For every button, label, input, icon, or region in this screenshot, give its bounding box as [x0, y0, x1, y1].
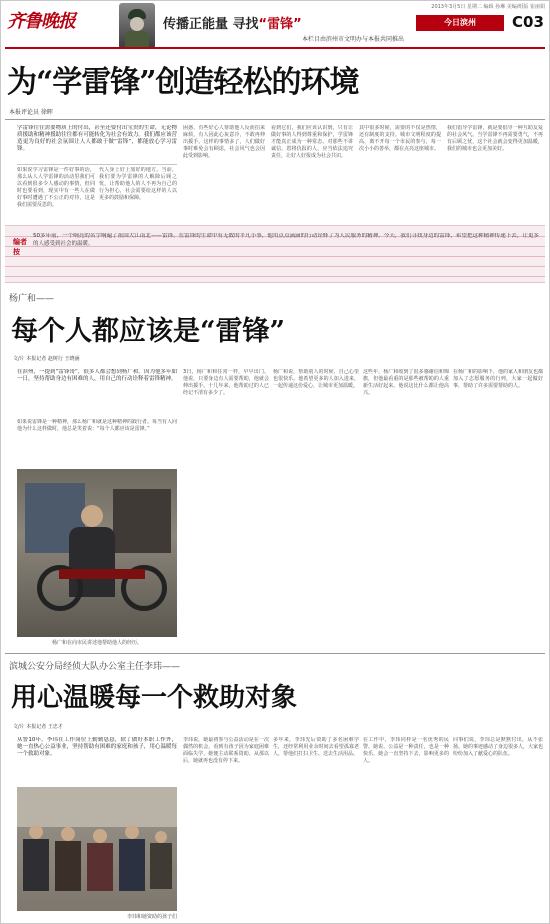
masthead-rule: [5, 47, 545, 49]
page-number: C03: [512, 13, 544, 31]
story1-column-2: 3日，杨广和和往常一样，早早出门。他说，只要身边有人需要帮助，他就会伸出援手。十几年来，他帮助过的人已经记不清有多少了。: [183, 369, 269, 396]
lead-column-4: 看到它们，我们应该认识到，只有让做好事的人得到尊重和保护，学雷锋才能真正成为一种常态。对那些不讲诚信、恩将仇报的人，应当依法追究责任，让好人好报成为社会共识。: [271, 125, 353, 159]
banner-title-prefix: 传播正能量 寻找: [163, 17, 259, 32]
editor-note-text: 50多年前，一个响亮的名字响遍了祖国大江南北——雷锋。在雷锋的生命中有无数的平凡小事，他用点点滴滴的行动诠释了为人民服务的精神。今天，我们寻找身边的雷锋，希望把这种精神传递下去，让更多的人感受到社会的温暖。: [33, 233, 539, 247]
story1-intro: 在滨州，一提到“雷锋哥”，很多人都会想到杨广和。因为他多年如一日，坚持帮助身边有困难的人，用自己的行动诠释着雷锋精神。: [17, 369, 177, 382]
lead-column-3: 困惑，有些好心人帮助他人反而招来麻烦，有人因此心灰意冷，不敢再伸出援手。这样的事情多了，人们做好事时难免会有顾虑，社会风气也会因此受到影响。: [183, 125, 265, 159]
lead-column-5: 其中很多时候，需要的不仅是热情，还有制度的支持。城市文明程度的提高，离不开每一个市民的参与，每一次小小的善举，都在点亮这座城市。: [359, 125, 441, 152]
story2-column-4: 同事们说，李玮总是默默付出，从不张扬。她的事迹感动了身边很多人，大家也纷纷加入了献爱心的队伍。: [453, 737, 543, 757]
story1-photo: [17, 469, 177, 637]
story1-kicker: 杨广和——: [9, 294, 55, 304]
newspaper-logo: 齐鲁晚报: [7, 11, 75, 32]
story-divider: [5, 653, 545, 654]
story2-intro: 从警10年，李玮在工作岗位上勤勤恳恳，除了做好本职工作外，她一直热心公益事业，坚持帮助有困难的家庭和孩子，用心温暖每一个救助对象。: [17, 737, 177, 757]
date-line: 2013年3月5日 星期二 编辑 孙琳 美编/组版 崔丽娟: [431, 4, 545, 10]
story2-column-2: 多年来，李玮先后资助了多名困难学生，还经常利用业余时间去看望孤寡老人，帮他们打扫卫生、送去生活用品。: [273, 737, 359, 757]
banner-subtitle: 本栏目由滨州市文明办与本报共同推出: [301, 36, 404, 43]
lead-column-2: 代人身上好上加好的地方。当前，我们要为学雷锋的人解除后顾之忧，让帮助他人的人不再为自己的行为担心，社会需要给这样的人以更多的鼓励和保障。: [99, 167, 177, 201]
editor-note-label: 编者按: [13, 238, 27, 256]
story1-column-3: 杨广和说，帮助别人的时候，自己心里也很快乐。他希望更多的人加入进来，一起传递这份爱心，让城市更加温暖。: [273, 369, 359, 389]
story1-column-1: 如果说雷锋是一种精神，那么杨广和就是这种精神的践行者。每当有人问他为什么这样做时，他总是笑着说：“每个人都应该是雷锋。”: [17, 419, 177, 432]
story1-column-5: 在杨广和的影响下，他的家人和朋友也都加入了志愿服务的行列，大家一起做好事，帮助了许多需要帮助的人。: [453, 369, 543, 389]
lead-divider: [5, 119, 545, 120]
lead-column-6: 我们倡导学雷锋，就是要倡导一种互助友爱的社会风气。当学雷锋不再需要勇气，不再有后顾之忧，这个社会就会变得更加温暖，我们的城市也会更加美好。: [447, 125, 543, 152]
banner-title: [163, 13, 403, 33]
banner-title-highlight: “雷锋”: [258, 17, 302, 32]
story2-byline: 文/片 本报记者 王忠才: [13, 724, 63, 730]
lead-summary: 学雷锋往往需要物质上的付出，甚至还要付出宝贵的生命，无论物质援助和精神援助往往都有可能转化为社会有效力。我们都应该营造更为良好的社会氛围让人人都敢于做“雷锋”，都能放心学习雷锋。: [17, 125, 177, 152]
story2-kicker: 滨城公安分局经侦大队办公室主任李玮——: [9, 662, 181, 672]
lead-headline: 为“学雷锋”创造轻松的环境: [7, 65, 359, 100]
story2-photo: [17, 787, 177, 911]
lead-column-1: 如果说学习雷锋是一件好事的话，那么从人人学雷锋的活动里我们可以看到很多令人感动的事情，但同时也要看到，现实中有一些人在做好事时遭遇了不公正的对待，这是我们需要反思的。: [17, 167, 95, 208]
story2-headline: 用心温暖每一个救助对象: [11, 683, 298, 713]
summary-rule: [17, 164, 177, 165]
section-tag: 今日滨州: [416, 15, 504, 31]
story2-photo-caption: 李玮和她资助的孩子们: [126, 914, 177, 920]
story2-column-3: 在工作中，李玮同样是一名优秀的民警。她说，公益是一种责任，也是一种快乐，她会一直坚持下去，影响更多的人。: [363, 737, 449, 764]
story1-photo-caption: 杨广和在向市民讲述他帮助他人的经历。: [51, 640, 142, 646]
story1-headline: 每个人都应该是“雷锋”: [11, 316, 286, 347]
lei-feng-portrait: [119, 3, 155, 49]
story1-byline: 文/片 本报记者 赵树行 王晓涵: [13, 356, 80, 362]
lead-byline: 本报评论员 徐晖: [9, 109, 53, 116]
story2-column-1: 李玮说，她最初参与公益活动是在一次偶然的机会，看到有孩子因为家庭困难面临失学，她便主动联系资助。从那以后，她就再也没有停下来。: [183, 737, 269, 764]
story1-column-4: 这些年，杨广和收到了很多感谢信和锦旗，但他最看重的是那些被帮助的人重新生活好起来。他说这比什么都让他高兴。: [363, 369, 449, 396]
